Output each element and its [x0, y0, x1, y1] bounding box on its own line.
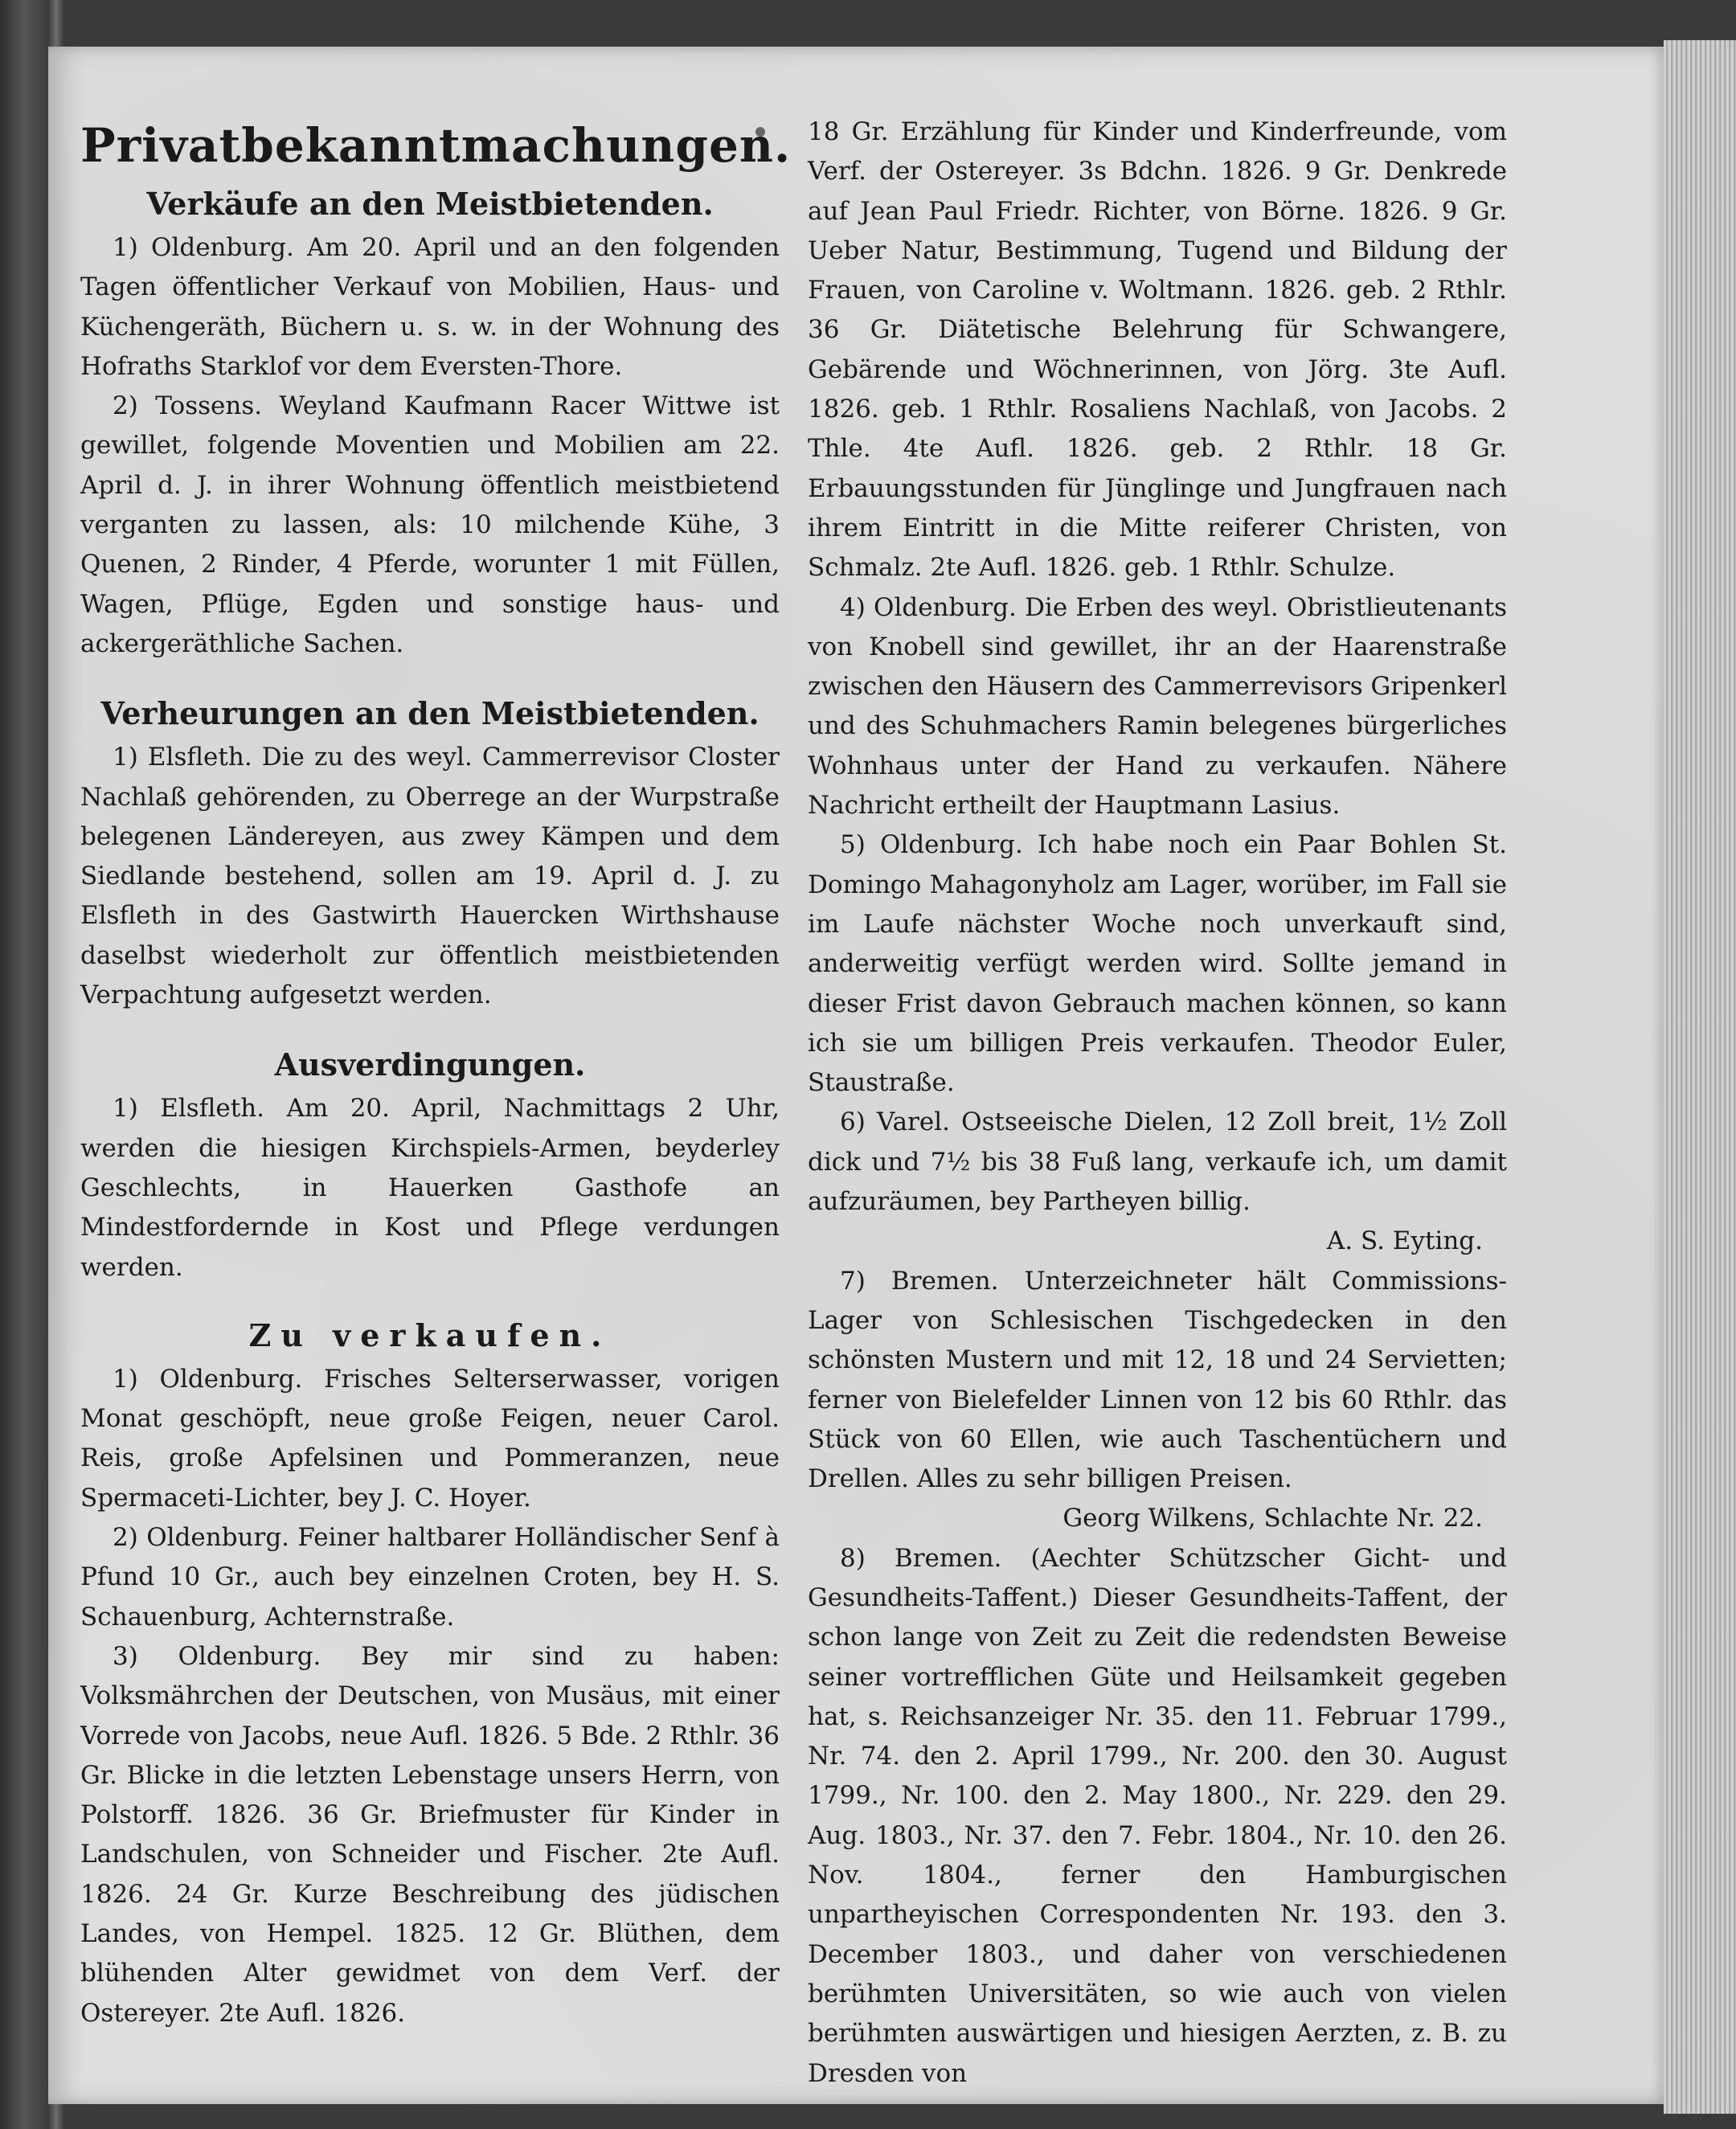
page-edges: [1664, 40, 1736, 2114]
notice-paragraph: 1) Oldenburg. Am 20. April und an den folgenden Tagen öffentlicher Verkauf von Mobilien, Haus- und Küchengeräth, Büchern u. s. w. in der Wohnung des Hofraths Starklof vor dem Eversten-Thore.: [80, 233, 780, 381]
notice-paragraph: 2) Oldenburg. Feiner haltbarer Holländischer Senf à Pfund 10 Gr., auch bey einzelnen Croten, bey H. S. Schauenburg, Achternstraße.: [80, 1523, 780, 1632]
signature: Georg Wilkens, Schlachte Nr. 22.: [1062, 1504, 1483, 1533]
notice-paragraph: 7) Bremen. Unterzeichneter hält Commissions-Lager von Schlesischen Tischgedecken in den schönsten Mustern und mit 12, 18 und 24 Servietten; ferner von Bielefelder Linnen von 12 bis 60 Rthlr. das Stück von 60 Ellen, wie auch Taschentüchern und Drellen. Alles zu sehr billigen Preisen.: [808, 1266, 1507, 1494]
page-heading: Privatbekanntmachungen.: [80, 118, 792, 173]
notice-paragraph: 3) Oldenburg. Bey mir sind zu haben: Volksmährchen der Deutschen, von Musäus, mit einer Vorrede von Jacobs, neue Aufl. 1826. 5 Bde. 2 Rthlr. 36 Gr. Blicke in die letzten Lebenstage unsers Herrn, von Polstorff. 1826. 36 Gr. Briefmuster für Kinder in Landschulen, von Schneider und Fischer. 2te Aufl. 1826. 24 Gr. Kurze Beschreibung des jüdischen Landes, von Hempel. 1825. 12 Gr. Blüthen, dem blühenden Alter gewidmet von dem Verf. der Ostereyer. 2te Aufl. 1826.: [80, 1641, 780, 2028]
continuation-paragraph: 18 Gr. Erzählung für Kinder und Kinderfreunde, vom Verf. der Ostereyer. 3s Bdchn. 1826. 9 Gr. Denkrede auf Jean Paul Friedr. Richter, von Börne. 1826. 9 Gr. Ueber Natur, Bestimmung, Tugend und Bildung der Frauen, von Caroline v. Woltmann. 1826. geb. 2 Rthlr. 36 Gr. Diätetische Belehrung für Schwangere, Gebärende und Wöchnerinnen, von Jörg. 3te Aufl. 1826. geb. 1 Rthlr. Rosaliens Nachlaß, von Jacobs. 2 Thle. 4te Aufl. 1826. geb. 2 Rthlr. 18 Gr. Erbauungsstunden für Jünglinge und Jungfrauen nach ihrem Eintritt in die Mitte reiferer Christen, von Schmalz. 2te Aufl. 1826. geb. 1 Rthlr. Schulze.: [808, 117, 1507, 583]
notice-paragraph: 6) Varel. Ostseeische Dielen, 12 Zoll breit, 1½ Zoll dick und 7½ bis 38 Fuß lang, verkaufe ich, um damit aufzuräumen, bey Partheyen billig.: [808, 1107, 1507, 1217]
notice-paragraph: 2) Tossens. Weyland Kaufmann Racer Wittwe ist gewillet, folgende Moventien und Mobilien am 22. April d. J. in ihrer Wohnung öffentlich meistbietend verganten zu lassen, als: 10 milchende Kühe, 3 Quenen, 2 Rinder, 4 Pferde, worunter 1 mit Füllen, Wagen, Pflüge, Egden und sonstige haus- und ackergeräthliche Sachen.: [80, 391, 780, 658]
section-title-lease: Verheurungen an den Meistbietenden.: [100, 695, 760, 732]
section-title-auctions: Verkäufe an den Meistbietenden.: [146, 186, 714, 222]
notice-paragraph: 4) Oldenburg. Die Erben des weyl. Obristlieutenants von Knobell sind gewillet, ihr an der Haarenstraße zwischen den Häusern des Cammerrevisors Gripenkerl und des Schuhmachers Ramin belegenes bürgerliches Wohnhaus unter der Hand zu verkaufen. Nähere Nachricht ertheilt der Hauptmann Lasius.: [808, 592, 1507, 821]
signature: A. S. Eyting.: [1326, 1226, 1483, 1256]
notice-paragraph: 5) Oldenburg. Ich habe noch ein Paar Bohlen St. Domingo Mahagonyholz am Lager, worüber, im Fall sie im Laufe nächster Woche noch unverkauft sind, anderweitig verfügt werden wird. Sollte jemand in dieser Frist davon Gebrauch machen können, so kann ich sie um billigen Preis verkaufen. Theodor Euler, Staustraße.: [808, 830, 1507, 1098]
section-title-sale: Zu verkaufen.: [248, 1316, 612, 1353]
notice-paragraph: 8) Bremen. (Aechter Schützscher Gicht- und Gesundheits-Taffent.) Dieser Gesundheits-Taffent, der schon lange von Zeit zu Zeit die redendsten Beweise seiner vortrefflichen Güte und Heilsamkeit gegeben hat, s. Reichsanzeiger Nr. 35. den 11. Februar 1799., Nr. 74. den 2. April 1799., Nr. 200. den 30. August 1799., Nr. 100. den 2. May 1800., Nr. 229. den 29. Aug. 1803., Nr. 37. den 7. Febr. 1804., Nr. 10. den 26. Nov. 1804., ferner den Hamburgischen unpartheyischen Correspondenten Nr. 193. den 3. December 1803., und daher von verschiedenen berühmten Universitäten, so wie auch von vielen berühmten auswärtigen und hiesigen Aerzten, z. B. zu Dresden von: [808, 1543, 1507, 2088]
left-column: [80, 113, 792, 2033]
notice-paragraph: 1) Elsfleth. Die zu des weyl. Cammerrevisor Closter Nachlaß gehörenden, zu Oberrege an der Wurpstraße belegenen Ländereyen, aus zwey Kämpen und dem Siedlande bestehend, sollen am 19. April d. J. zu Elsfleth in des Gastwirth Hauercken Wirthshause daselbst wiederholt zur öffentlich meistbietenden Verpachtung aufgesetzt werden.: [80, 743, 780, 1010]
right-column: [808, 113, 1507, 2094]
notice-paragraph: 1) Oldenburg. Frisches Selterserwasser, vorigen Monat geschöpft, neue große Feigen, neuer Carol. Reis, große Apfelsinen und Pommeranzen, neue Spermaceti-Lichter, bey J. C. Hoyer.: [80, 1364, 780, 1513]
section-title-bidding: Ausverdingungen.: [274, 1046, 586, 1083]
notice-paragraph: 1) Elsfleth. Am 20. April, Nachmittags 2 Uhr, werden die hiesigen Kirchspiels-Armen, beyderley Geschlechts, in Hauerken Gasthofe an Mindestfordernde in Kost und Pflege verdungen werden.: [80, 1094, 780, 1282]
